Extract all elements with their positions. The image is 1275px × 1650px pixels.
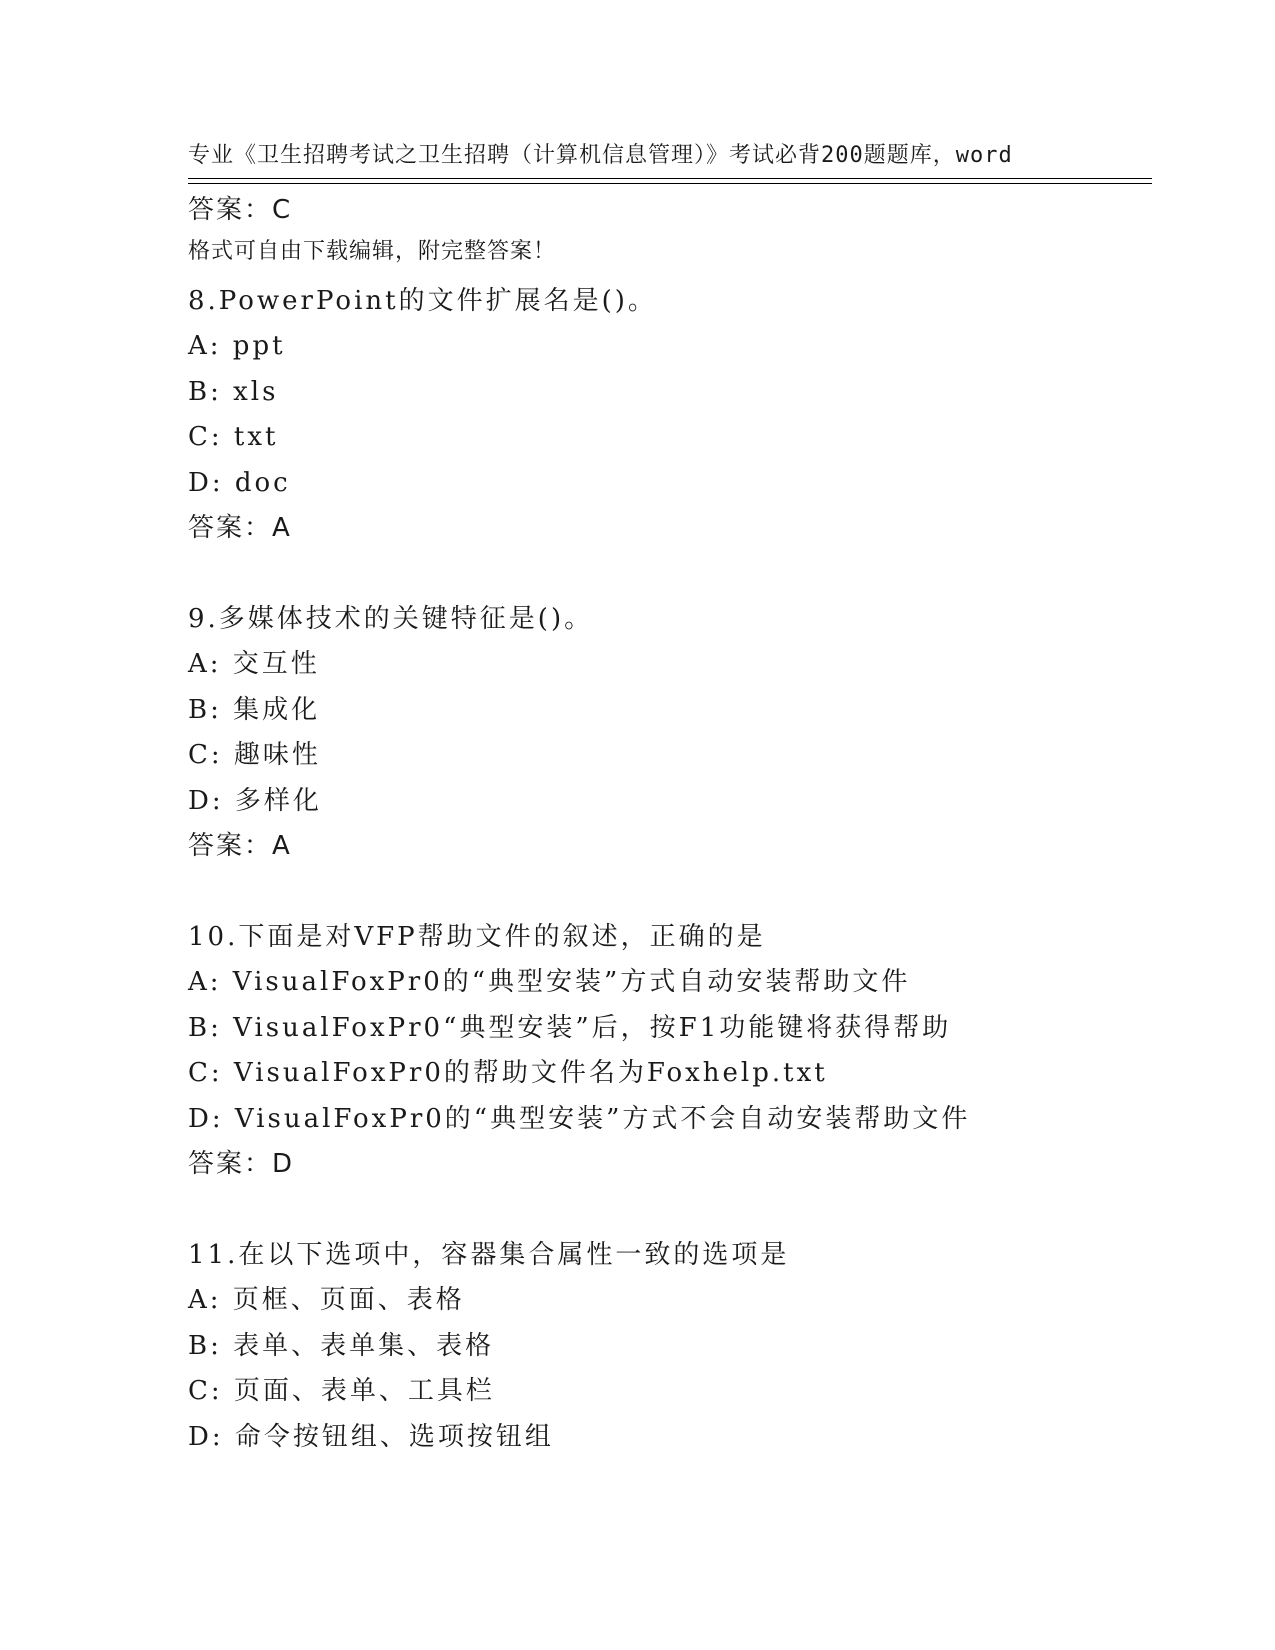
question-11: [188, 1233, 1152, 1461]
option-a: A: ppt: [188, 331, 286, 361]
spacer: [188, 234, 1152, 279]
option-a: A: VisualFoxPr0的“典型安装”方式自动安装帮助文件: [188, 967, 911, 997]
spacer: [188, 870, 1152, 915]
option-b: B: xls: [188, 376, 279, 407]
spacer: [188, 1188, 1152, 1233]
question-stem: 9.多媒体技术的关键特征是()。: [188, 603, 594, 634]
question-8: [188, 279, 1152, 552]
question-stem: 8.PowerPoint的文件扩展名是()。: [188, 285, 657, 316]
option-a: A: 交互性: [188, 649, 320, 679]
option-c: C: VisualFoxPr0的帮助文件名为Foxhelp.txt: [188, 1058, 828, 1088]
header-line-2: 格式可自由下载编辑，附完整答案！: [188, 239, 557, 264]
option-d: D: 多样化: [188, 785, 322, 816]
option-b: B: VisualFoxPr0“典型安装”后，按F1功能键将获得帮助: [188, 1012, 952, 1043]
option-a: A: 页框、页面、表格: [188, 1285, 465, 1315]
option-d: D: doc: [188, 467, 291, 498]
question-stem: 11.在以下选项中，容器集合属性一致的选项是: [188, 1239, 790, 1270]
header-line-1: 专业《卫生招聘考试之卫生招聘（计算机信息管理）》考试必背200题题库，word: [188, 143, 1013, 168]
option-c: C: 趣味性: [188, 740, 321, 770]
question-9: [188, 597, 1152, 870]
question-stem: 10.下面是对VFP帮助文件的叙述，正确的是: [188, 921, 766, 952]
option-b: B: 表单、表单集、表格: [188, 1330, 495, 1361]
header-rule-bottom: [188, 183, 1152, 184]
option-b: B: 集成化: [188, 694, 321, 725]
question-10: [188, 915, 1152, 1188]
previous-answer: 答案：C: [188, 195, 293, 225]
option-d: D: 命令按钮组、选项按钮组: [188, 1421, 554, 1452]
answer: 答案：A: [188, 513, 292, 543]
option-c: C: 页面、表单、工具栏: [188, 1376, 495, 1406]
option-d: D: VisualFoxPr0的“典型安装”方式不会自动安装帮助文件: [188, 1103, 971, 1134]
option-c: C: txt: [188, 422, 279, 452]
header-rule-top: [188, 178, 1152, 179]
answer: 答案：A: [188, 831, 292, 861]
spacer: [188, 552, 1152, 597]
answer: 答案：D: [188, 1149, 295, 1179]
question-list: [188, 188, 1152, 1460]
